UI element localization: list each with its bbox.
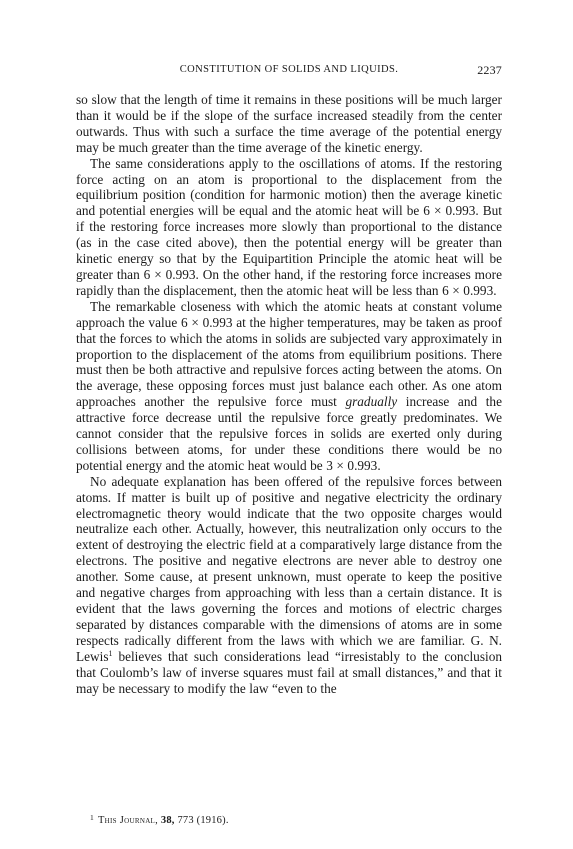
footnote-volume: 38, [160,815,175,826]
footnote-pages: 773 (1916). [177,815,229,826]
paragraph-2: The same considerations apply to the oscillations of atoms. If the restoring force acting on an atom is proportional to the displacement from the equilibrium position (condition for harmonic motion) then the average kinetic and potential energies will be equal and the atomic heat will be 6 × 0.993. But if the restoring force increases more slowly than proportional to the distance (as in the case cited above), then the potential energy will be greater than kinetic energy so that by the Equipartition Principle the atomic heat will be greater than 6 × 0.993. On the other hand, if the restoring force increases more rapidly than the displacement, then the atomic heat will be less than 6 × 0.993. [76,155,502,298]
footnote-marker: 1 [90,813,94,822]
body-text [76,92,502,696]
footnote [90,813,229,826]
paragraph-4: No adequate explanation has been offered of the repulsive forces between atoms. If matter is built up of positive and negative electricity the ordinary electromagnetic theory would indicate that the two opposite charges would neutralize each other. Actually, however, this neutralization only occurs to the extent of destroying the electric field at a comparatively large distance from the electrons. The positive and negative electrons are never able to destroy one another. Some cause, at present unknown, must operate to keep the positive and negative charges from approaching with less than a certain distance. It is evident that the laws governing the forces and motions of electric charges separated by distances comparable with the dimensions of atoms are in some respects radically different from the laws with which we are familiar. G. N. Lewis$^1$ believes that such considerations lead “irresistably to the conclusion that Coulomb’s law of inverse squares must fail at small distances,” and that it may be necessary to modify the law “even to the [76,473,502,696]
paragraph-3: The remarkable closeness with which the atomic heats at constant volume approach the value 6 × 0.993 at the higher temperatures, may be taken as proof that the forces to which the atoms in solids are subjected vary approximately in proportion to the displacement of the atoms from equilibrium positions. There must then be both attractive and repulsive forces acting between the atoms. On the average, these opposing forces must just balance each other. As one atom approaches another the repulsive force must gradually increase and the attractive force decrease until the repulsive force greatly predominates. We cannot consider that the repulsive forces in solids are exerted only during collisions between atoms, for under these conditions there would be no potential energy and the atomic heat would be 3 × 0.993. [76,298,502,473]
page-number: 2237 [477,63,502,77]
paragraph-1: so slow that the length of time it remains in these positions will be much larger than it would be if the slope of the surface increased steadily from the center outwards. Thus with such a surface the time average of the potential energy may be much greater than the time average of the kinetic energy. [76,92,502,155]
running-header [76,64,502,80]
running-title: CONSTITUTION OF SOLIDS AND LIQUIDS. [179,64,399,75]
footnote-journal: This Journal, [97,815,159,826]
